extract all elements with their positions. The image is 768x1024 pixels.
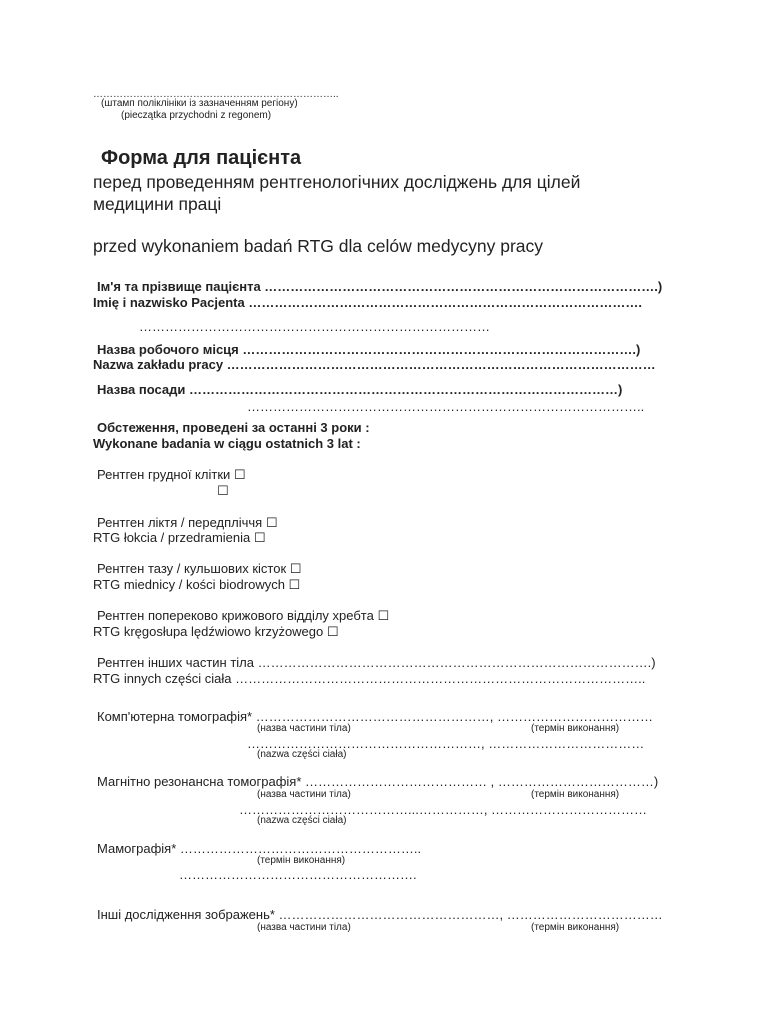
chest-xray-checkbox-pl[interactable]: ☐ <box>217 483 229 498</box>
mri-field-line2[interactable]: …………………………………...……………, ……………………………… <box>239 802 648 817</box>
mri-hint-body-part-pl: (nazwa części ciała) <box>257 815 347 826</box>
spine-xray-checkbox-ua[interactable]: Рентген попереково крижового відділу хребта ☐ <box>97 608 390 623</box>
other-imaging-hint-body-part: (назва частини тіла) <box>257 922 351 933</box>
elbow-xray-checkbox-pl[interactable]: RTG łokcia / przedramienia ☐ <box>93 530 266 545</box>
pelvis-xray-checkbox-ua[interactable]: Рентген тазу / кульшових кісток ☐ <box>97 561 302 576</box>
chest-xray-checkbox-ua[interactable]: Рентген грудної клітки ☐ <box>97 467 246 482</box>
exams-heading-pl: Wykonane badania w ciągu ostatnich 3 lat : <box>93 436 361 451</box>
other-xray-field-pl[interactable]: RTG innych części ciała ………………………………………………………………………………….. <box>93 671 646 686</box>
ct-field[interactable]: Комп'ютерна томографія* ………………………………………………, ……………………………… <box>97 709 653 724</box>
stamp-dots: ……………………………………………………………….. <box>93 89 339 100</box>
patient-name-extra-line[interactable]: ……………………………………………………………………… <box>139 319 490 334</box>
patient-name-field-ua[interactable]: Ім'я та прізвище пацієнта ……………………………………………………………………………….) <box>97 279 663 294</box>
mri-hint-body-part: (назва частини тіла) <box>257 789 351 800</box>
other-imaging-hint-date: (термін виконання) <box>531 922 620 933</box>
stamp-label-pl: (pieczątka przychodni z regonem) <box>121 110 272 121</box>
ct-field-line2[interactable]: ………………………………………………, ……………………………… <box>247 736 645 751</box>
ct-hint-date: (термін виконання) <box>531 723 620 734</box>
form-subtitle-pl: przed wykonaniem badań RTG dla celów medycyny pracy <box>93 236 544 256</box>
form-subtitle-ua: перед проведенням рентгенологічних досліджень для цілей медицини праці <box>93 172 581 214</box>
other-imaging-field[interactable]: Інші дослідження зображень* ……………………………………………, ……………………………… <box>97 907 663 922</box>
spine-xray-checkbox-pl[interactable]: RTG kręgosłupa lędźwiowo krzyżowego ☐ <box>93 624 339 639</box>
position-extra-line[interactable]: ……………………………………………………………………………….. <box>247 399 645 414</box>
ct-hint-body-part-pl: (nazwa części ciała) <box>257 749 347 760</box>
workplace-field-pl[interactable]: Nazwa zakładu pracy ……………………………………………………………………………………… <box>93 357 656 372</box>
mri-field[interactable]: Магнітно резонансна томографія* …………………………………… , ………………………………) <box>97 774 659 789</box>
mammography-field[interactable]: Мамографія* ……………………………………………….. <box>97 841 422 856</box>
workplace-field-ua[interactable]: Назва робочого місця ……………………………………………………………………………….) <box>97 342 641 357</box>
mri-hint-date: (термін виконання) <box>531 789 620 800</box>
other-xray-field-ua[interactable]: Рентген інших частин тіла ……………………………………………………………………………….) <box>97 655 656 670</box>
mammography-hint-date: (термін виконання) <box>257 855 346 866</box>
form-title: Форма для пацієнта <box>101 147 302 169</box>
patient-name-field-pl[interactable]: Imię i nazwisko Pacjenta ………………………………………………………………………………. <box>93 295 642 310</box>
mammography-field-line2[interactable]: ………………………………………………. <box>179 867 417 882</box>
exams-heading-ua: Обстеження, проведені за останні 3 роки : <box>97 420 370 435</box>
pelvis-xray-checkbox-pl[interactable]: RTG miednicy / kości biodrowych ☐ <box>93 577 301 592</box>
elbow-xray-checkbox-ua[interactable]: Рентген ліктя / передпліччя ☐ <box>97 515 278 530</box>
ct-hint-body-part: (назва частини тіла) <box>257 723 351 734</box>
position-field-ua[interactable]: Назва посади ………………………………………………………………………………………) <box>97 382 623 397</box>
stamp-label-ua: (штамп поліклініки із зазначенням регіону) <box>101 98 298 109</box>
